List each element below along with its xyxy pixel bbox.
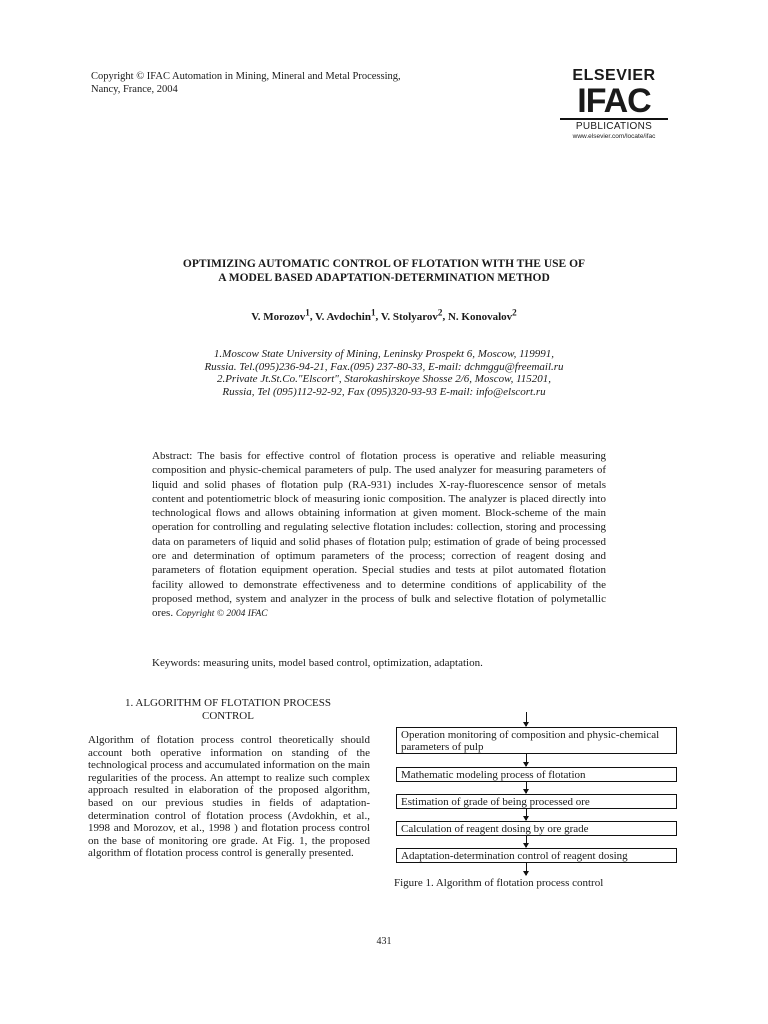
affiliations	[100, 348, 668, 398]
affiliation-line: Russia. Tel.(095)236-94-21, Fax.(095) 237-80-33, E-mail: dchmggu@freemail.ru	[204, 360, 564, 373]
author: N. Konovalov$^2$	[447, 307, 517, 323]
affiliation-line: 1.Moscow State University of Mining, Leninsky Prospekt 6, Moscow, 119991,	[213, 348, 555, 360]
title-line-1: OPTIMIZING AUTOMATIC CONTROL OF FLOTATION WITH THE USE OF	[182, 258, 586, 270]
copyright-line-2: Nancy, France, 2004	[91, 84, 178, 95]
abstract-copyright: Copyright © 2004 IFAC	[175, 609, 268, 620]
publisher-logo	[560, 68, 668, 141]
keywords: Keywords: measuring units, model based control, optimization, adaptation.	[152, 657, 483, 669]
copyright-notice	[91, 70, 401, 96]
abstract-text: Abstract: The basis for effective control of flotation process is operative and reliable measuring composition and physic-chemical parameters of pulp. The used analyzer for measuring parameters of liquid and solid phases of flotation pulp (RA-931) includes X-ray-fluorescence sensor of metals content and potentiometric block of measuring ionic composition. The analyzer is placed directly into technological flows and allows obtaining information at given moment. Block-scheme of the main operation for controlling and regulating selective flotation includes: collection, storing and processing data on parameters of liquid and solid phases of flotation pulp; estimation of grade of being processed ore and determination of optimum parameters of the process; correction of reagent dosing and parameters of flotation equipment operation. Special studies and tests at pilot automated flotation facility allowed to demonstrate effectiveness and to determine conditions of applicability of the proposed method, system and analyzer in the process of bulk and selective flotation of polymetallic ores.	[152, 450, 606, 620]
logo-elsevier: ELSEVIER	[572, 67, 656, 84]
arrow-down-icon	[526, 712, 527, 726]
page-number: 431	[376, 936, 392, 947]
arrow-down-icon	[526, 809, 527, 820]
paper-title	[100, 258, 668, 285]
abstract	[152, 449, 606, 622]
flowchart-step-1: Operation monitoring of composition and physic-chemical parameters of pulp	[396, 727, 677, 754]
author: V. Morozov$^1$	[251, 307, 310, 323]
logo-publications: PUBLICATIONS	[560, 118, 668, 133]
flowchart-step-3: Estimation of grade of being processed ore	[396, 794, 677, 809]
affiliation-line: Russia, Tel (095)112-92-92, Fax (095)320-93-93 E-mail: info@elscort.ru	[222, 385, 546, 398]
flowchart-step-2: Mathematic modeling process of flotation	[396, 767, 677, 782]
logo-url: www.elsevier.com/locate/ifac	[572, 133, 656, 140]
arrow-down-icon	[526, 754, 527, 766]
author-list: V. Morozov$^1$, V. Avdochin$^1$, V. Stolyarov$^2$, N. Konovalov$^2$	[251, 307, 517, 323]
section-heading	[88, 697, 368, 723]
figure-caption: Figure 1. Algorithm of flotation process control	[394, 877, 604, 889]
flowchart-step-4: Calculation of reagent dosing by ore grade	[396, 821, 677, 836]
logo-ifac: IFAC	[577, 82, 651, 120]
arrow-down-icon	[526, 782, 527, 793]
title-line-2: A MODEL BASED ADAPTATION-DETERMINATION METHOD	[218, 271, 550, 284]
section-body: Algorithm of flotation process control theoretically should account both operative information on standing of the technological process and accumulated information on the main regularities of the process. An attempt to realize such complex approach resulted in elaboration of the proposed algorithm, based on our previous studies in fields of adaptation-determination control of flotation process (Avdokhin, et al., 1998 and Morozov, et al., 1998 ) and flotation process control on the base of monitoring ore grade. At Fig. 1, the proposed algorithm of flotation process control is generally presented.	[88, 734, 370, 860]
flowchart-figure	[390, 712, 690, 902]
author: V. Stolyarov$^2$	[380, 307, 443, 323]
section-heading-line-2: CONTROL	[202, 710, 254, 722]
section-heading-line-1: 1. ALGORITHM OF FLOTATION PROCESS	[124, 697, 331, 709]
flowchart-step-5: Adaptation-determination control of reagent dosing	[396, 848, 677, 863]
arrow-down-icon	[526, 836, 527, 847]
author: V. Avdochin$^1$	[315, 307, 376, 323]
arrow-down-icon	[526, 863, 527, 875]
affiliation-line: 2.Private Jt.St.Co."Elscort", Starokashirskoye Shosse 2/6, Moscow, 115201,	[216, 373, 552, 386]
copyright-line-1: Copyright © IFAC Automation in Mining, Mineral and Metal Processing,	[91, 71, 401, 82]
